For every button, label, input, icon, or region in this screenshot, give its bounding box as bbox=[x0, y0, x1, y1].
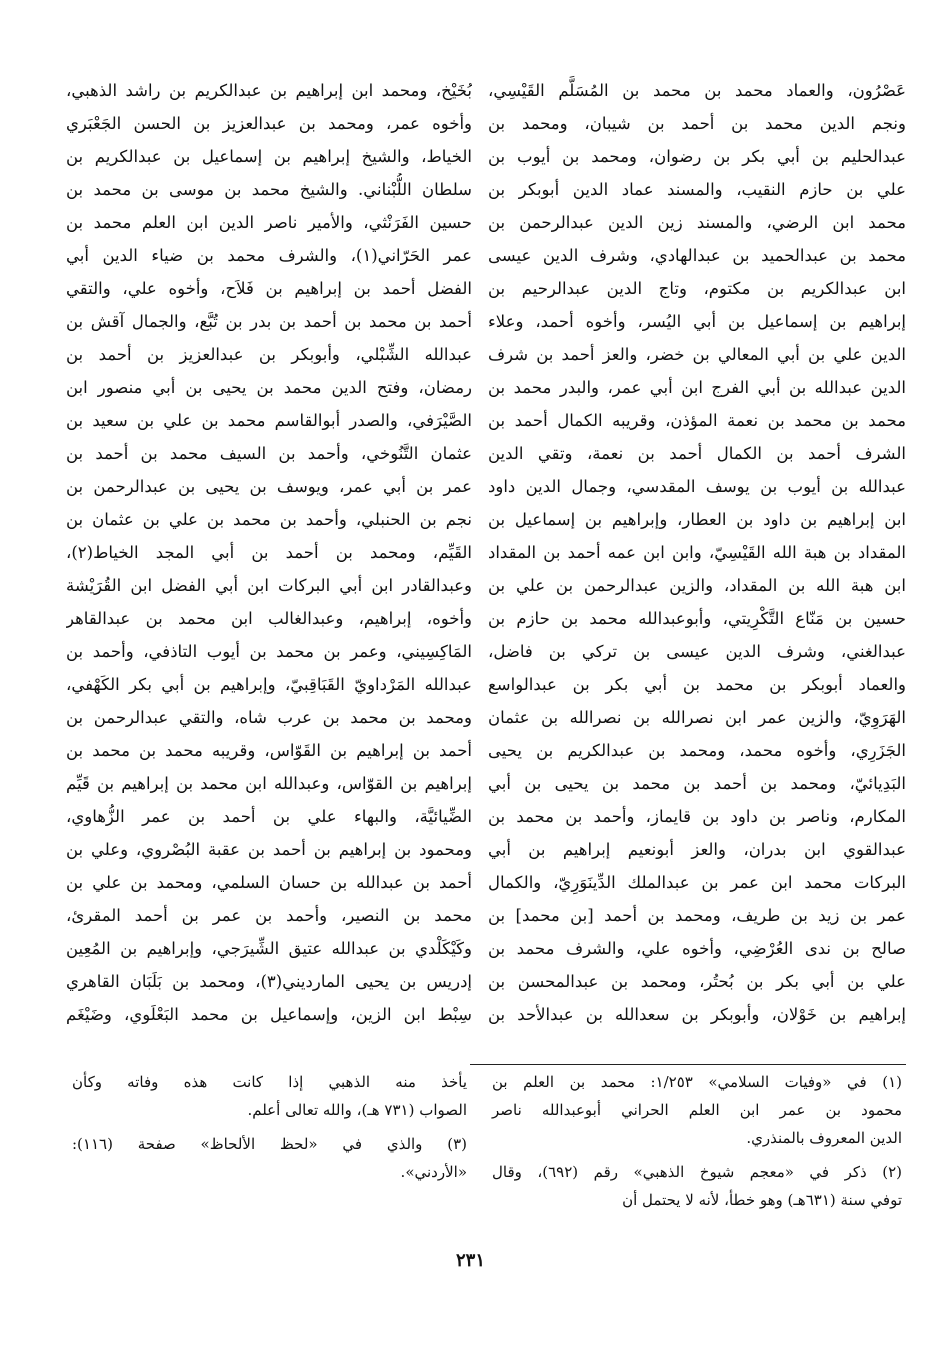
text-line: الخياط، والشيخ إبراهيم بن إسماعيل بن عبدالكريم بن bbox=[66, 147, 472, 166]
text-line: أحمد بن عبدالله بن حسان السلمي، ومحمد بن علي بن bbox=[66, 873, 472, 892]
text-line: البَدِيائيّ، ومحمد بن أحمد بن محمد بن يحيى بن أبي bbox=[488, 774, 906, 793]
text-line: الدين علي بن أبي المعالي بن خضر، والعز أحمد بن شرف bbox=[488, 345, 906, 364]
text-line: رمضان، وفتح الدين محمد بن يحيى بن أبي منصور ابن bbox=[66, 378, 472, 397]
text-line: محمد ابن الرضي، والمسند زين الدين عبدالرحمن بن bbox=[488, 213, 906, 232]
text-line: عمر الحَرّاني(١)، والشرف محمد بن ضياء الدين أبي bbox=[66, 246, 472, 265]
text-line: عبدالغني، وشرف الدين عيسى بن تركي بن فاضل، bbox=[488, 642, 906, 661]
footnotes-left-column bbox=[72, 1068, 467, 1186]
text-line: عثمان التَّنُوخي، وأحمد بن السيف محمد بن أحمد بن bbox=[66, 444, 472, 463]
text-line: أحمد بن محمد بن أحمد بن بدر بن تُبَّع، والجمال آقش بن bbox=[66, 312, 472, 331]
text-line: ابن هبة الله بن المقداد، والزين عبدالرحمن بن علي بن bbox=[488, 576, 906, 595]
text-line: الصواب (٧٣١ هـ)، والله تعالى أعلم. bbox=[247, 1101, 467, 1119]
text-line: محمود بن عمر ابن العلم الحراني أبوعبدالله ناصر bbox=[492, 1101, 902, 1119]
text-line: عبدالحليم بن أبي بكر بن رضوان، ومحمد بن أيوب بن bbox=[488, 147, 906, 166]
text-line: أحمد بن إبراهيم بن القَوّاس، وقريبه محمد بن محمد بن bbox=[66, 741, 472, 760]
text-line: (٢) ذكر في «معجم شيوخ الذهبي» رقم (٦٩٢)، وقال bbox=[492, 1163, 902, 1181]
text-line: «الأردني». bbox=[400, 1163, 467, 1181]
main-text-right-column bbox=[488, 74, 906, 1031]
text-line: إدريس بن يحيى المارديني(٣)، ومحمد بن بَلَبَان القاهري bbox=[66, 972, 472, 991]
text-line: علي بن أبي بكر بن بُحتُر، ومحمد بن عبدالمحسن بن bbox=[488, 972, 906, 991]
text-line: إبراهيم بن خَوْلان، وأبوبكر بن سعدالله بن عبدالأحد بن bbox=[488, 1005, 906, 1024]
text-line: (٣) والذي في «لحظ الألحاظ» صفحة (١١٦): bbox=[72, 1135, 467, 1153]
text-line: محمد بن النصير، وأحمد بن عمر بن أحمد المقرئ، bbox=[66, 906, 472, 925]
text-line: ومحمود بن إبراهيم بن أحمد بن عقبة البُصْروي، وعلي بن bbox=[66, 840, 472, 859]
text-line: المكارم، وناصر بن داود بن قايماز، وأحمد بن محمد بن bbox=[488, 807, 906, 826]
text-line: نجم بن الحنبلي، وأحمد بن محمد بن علي بن عثمان بن bbox=[66, 510, 472, 529]
text-line: سِبْط ابن الزين، وإسماعيل بن محمد البَعْلَوي، وضَيْغَم bbox=[66, 1005, 472, 1024]
text-line: ومحمد بن محمد بن عرب شاه، والتقي عبدالرحمن بن bbox=[66, 708, 472, 727]
text-line: عَصْرُون، والعماد محمد بن محمد بن المُسَلَّم القَيْسِي، bbox=[488, 81, 906, 100]
text-line: إبراهيم بن إسماعيل بن أبي اليُسر، وأخوه أحمد، وعلاء bbox=[488, 312, 906, 331]
main-text-left-column bbox=[66, 74, 472, 1031]
text-line: الضِّيائيَّة، والبهاء علي بن أحمد بن عمر الزُّهاوي، bbox=[66, 807, 472, 826]
text-line: القَيِّم، ومحمد بن أحمد بن أبي المجد الخياط(٢)، bbox=[66, 543, 472, 562]
footnotes-right-column bbox=[492, 1068, 902, 1214]
text-line: إبراهيم بن القوّاس، وعبدالله ابن محمد بن إبراهيم بن قَيِّم bbox=[66, 774, 472, 793]
text-line: الدين عبدالله بن أبي الفرج ابن أبي عمر، والبدر محمد بن bbox=[488, 378, 906, 397]
text-line: علي بن حازم النقيب، والمسند عماد الدين أبوبكر بن bbox=[488, 180, 906, 199]
footnote-divider bbox=[470, 1064, 906, 1065]
text-line: عبدالله الشِّبْلي، وأبوبكر بن عبدالعزيز بن أحمد بن bbox=[66, 345, 472, 364]
text-line: ابن عبدالكريم بن مكتوم، وتاج الدين عبدالرحيم بن bbox=[488, 279, 906, 298]
text-line: الهَرَوِيّ، والزين عمر ابن نصرالله بن نصرالله بن عثمان bbox=[488, 708, 906, 727]
text-line: ابن إبراهيم بن داود بن العطار، وإبراهيم بن إسماعيل بن bbox=[488, 510, 906, 529]
text-line: عبدالله المَرْداويّ القَبَاقِبيّ، وإبراهيم بن أبي بكر الكَهْفي، bbox=[66, 675, 472, 694]
text-line: المَاكِسِيني، وعمر بن محمد بن أيوب التاذفي، وأحمد بن bbox=[66, 642, 472, 661]
text-line: الشرف أحمد بن الكمال أحمد بن نعمة، وتقي الدين bbox=[488, 444, 906, 463]
text-line: عمر بن أبي عمر، ويوسف بن يحيى بن عبدالرحمن بن bbox=[66, 477, 472, 496]
text-line: الجَزَرِي، وأخوه محمد، ومحمد بن عبدالكريم بن يحيى bbox=[488, 741, 906, 760]
text-line: محمد بن محمد بن نعمة المؤذن، وقريبه الكمال أحمد بن bbox=[488, 411, 906, 430]
text-line: عبدالقوي ابن بدران، والعز أبونعيم إبراهيم بن أبي bbox=[488, 840, 906, 859]
text-line: صالح بن ندى العُرْضِي، وأخوه علي، والشرف محمد بن bbox=[488, 939, 906, 958]
text-line: حسين بن مَنّاع التَّكْرِيتي، وأبوعبدالله محمد بن حازم بن bbox=[488, 609, 906, 628]
text-line: محمد بن عبدالحميد بن عبدالهادي، وشرف الدين عيسى bbox=[488, 246, 906, 265]
text-line: حسين الفَرَنْثي، والأمير ناصر الدين ابن العلم محمد بن bbox=[66, 213, 472, 232]
text-line: البركات محمد ابن عمر بن عبدالملك الدِّينَوَرِيّ، والكمال bbox=[488, 873, 906, 892]
text-line: (١) في «وفيات السلامي» ١/٢٥٣: محمد بن العلم بن bbox=[492, 1073, 902, 1091]
text-line: توفي سنة (٦٣١هـ) وهو خطأ، لأنه لا يحتمل أن bbox=[622, 1191, 902, 1209]
text-line: وكَيْكَلْدي بن عبدالله عتيق الشِّيرَجي، وإبراهيم بن المُعِين bbox=[66, 939, 472, 958]
text-line: وعبدالقادر ابن أبي البركات ابن أبي الفضل ابن القُرَيْشة bbox=[66, 576, 472, 595]
text-line: بُخَيْخ، ومحمد ابن إبراهيم بن عبدالكريم بن راشد الذهبي، bbox=[66, 81, 472, 100]
page-number: ٢٣١ bbox=[455, 1250, 485, 1271]
text-line: وأخوه عمر، ومحمد بن عبدالعزيز بن الحسن الجَعْبَري bbox=[66, 114, 472, 133]
text-line: المقداد بن هبة الله القَيْسِيّ، وابن ابن عمه أحمد بن المقداد bbox=[488, 543, 906, 562]
text-line: سلطان اللُّبْناني. والشيخ محمد بن موسى بن محمد بن bbox=[66, 180, 472, 199]
text-line: الدين المعروف بالمنذري. bbox=[746, 1129, 902, 1147]
text-line: عبدالله بن أيوب بن يوسف المقدسي، وجمال الدين داود bbox=[488, 477, 906, 496]
text-line: عمر بن زيد بن طريف، ومحمد بن أحمد [بن محمد] بن bbox=[488, 906, 906, 925]
text-line: وأخوه، إبراهيم، وعبدالغالب ابن محمد بن عبدالقاهر bbox=[66, 609, 472, 628]
text-line: الفضل أحمد بن إبراهيم بن فَلاَح، وأخوه علي، والتقي bbox=[66, 279, 472, 298]
text-line: والعماد أبوبكر بن محمد بن أبي بكر بن عبدالواسع bbox=[488, 675, 906, 694]
text-line: ونجم الدين محمد بن أحمد بن شيبان، ومحمد بن bbox=[488, 114, 906, 133]
text-line: الصَّيْرَفي، والصدر أبوالقاسم محمد بن علي بن سعيد بن bbox=[66, 411, 472, 430]
text-line: يأخذ منه الذهبي إذا كانت هذه وفاته وكأن bbox=[72, 1073, 467, 1091]
